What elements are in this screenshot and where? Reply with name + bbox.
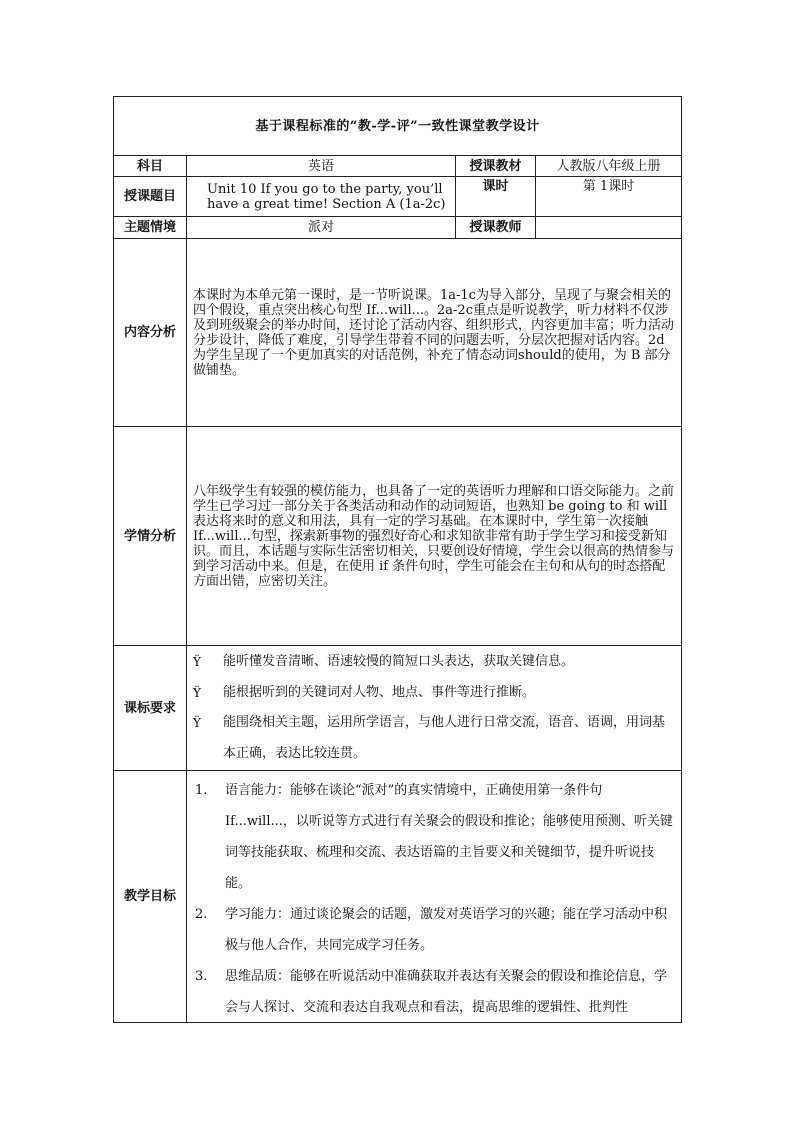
standards-item — [193, 678, 677, 709]
document-title: 基于课程标准的“教-学-评”一致性课堂教学设计 — [114, 97, 682, 156]
lesson-design-table — [113, 96, 682, 1023]
subject-value: 英语 — [187, 156, 456, 177]
topic-label: 授课题目 — [114, 177, 187, 217]
material-label: 授课教材 — [456, 156, 536, 177]
standards-list — [187, 646, 682, 771]
topic-value: Unit 10 If you go to the party, you’ll have a great time! Section A (1a-2c) — [187, 177, 456, 217]
objective-text: 学习能力：通过谈论聚会的话题，激发对英语学习的兴趣；能在学习活动中积极与他人合作，共同完成学习任务。 — [225, 907, 668, 953]
objectives-label: 教学目标 — [114, 771, 187, 1023]
period-label: 课时 — [456, 177, 536, 217]
material-value: 人教版八年级上册 — [536, 156, 682, 177]
objective-item — [193, 775, 677, 899]
objective-number: 2. — [195, 907, 208, 922]
standards-label: 课标要求 — [114, 646, 187, 771]
objective-number: 3. — [195, 969, 208, 984]
standards-item-text: 能根据听到的关键词对人物、地点、事件等进行推断。 — [223, 684, 536, 700]
teacher-label: 授课教师 — [456, 217, 536, 239]
objective-text: 思维品质：能够在听说活动中准确获取并表达有关聚会的假设和推论信息，学会与人探讨、交流和表达自我观点和看法，提高思维的逻辑性、批判性 — [225, 969, 668, 1015]
objectives-container — [193, 775, 677, 1021]
theme-value: 派对 — [187, 217, 456, 239]
bullet-icon: Ÿ — [193, 685, 201, 700]
bullet-icon: Ÿ — [193, 716, 201, 730]
objective-text: 语言能力：能够在谈论“派对”的真实情境中，正确使用第一条件句 If...will...，以听说等方式进行有关聚会的假设和推论；能够使用预测、听关键词等技能获取、梳理和交流、表达语篇的主旨要义和关键细节，提升听说技能。 — [225, 783, 673, 891]
content-analysis-label: 内容分析 — [114, 239, 187, 427]
theme-label: 主题情境 — [114, 217, 187, 239]
learner-analysis-text: 八年级学生有较强的模仿能力，也具备了一定的英语听力理解和口语交际能力。之前学生已学习过一部分关于各类活动和动作的动词短语，也熟知 be going to 和 will 表达将来时的意义和用法，具有一定的学习基础。在本课时中，学生第一次接触 If...will...句型，探索新事物的强烈好奇心和求知欲非常有助于学生学习和接受新知识。而且，本话题与实际生活密切相关，只要创设好情境，学生会以很高的热情参与到学习活动中来。但是，在使用 if 条件句时，学生可能会在主句和从句的时态搭配方面出错，应密切关注。 — [187, 427, 682, 646]
standards-item — [193, 708, 677, 769]
period-value: 第 1课时 — [536, 177, 682, 217]
objective-item — [193, 961, 677, 1021]
standards-item — [193, 647, 677, 678]
subject-label: 科目 — [114, 156, 187, 177]
objective-item — [193, 899, 677, 961]
content-analysis-text: 本课时为本单元第一课时，是一节听说课。1a-1c为导入部分，呈现了与聚会相关的四个假设，重点突出核心句型 If...will...。2a-2c重点是听说教学，听力材料不仅涉及到班级聚会的举办时间，还讨论了活动内容、组织形式，内容更加丰富；听力活动分步设计，降低了难度，引导学生带着不同的问题去听，分层次把握对话内容。2d为学生呈现了一个更加真实的对话范例，补充了情态动词should的使用，为 B 部分做铺垫。 — [187, 239, 682, 427]
objectives-list — [187, 771, 682, 1023]
learner-analysis-label: 学情分析 — [114, 427, 187, 646]
standards-item-text: 能听懂发音清晰、语速较慢的简短口头表达，获取关键信息。 — [223, 654, 575, 669]
teacher-value — [536, 217, 682, 239]
standards-item-text: 能围绕相关主题，运用所学语言，与他人进行日常交流，语音、语调，用词基本正确，表达比较连贯。 — [223, 715, 666, 761]
objective-number: 1. — [195, 783, 208, 798]
bullet-icon: Ÿ — [193, 655, 201, 669]
